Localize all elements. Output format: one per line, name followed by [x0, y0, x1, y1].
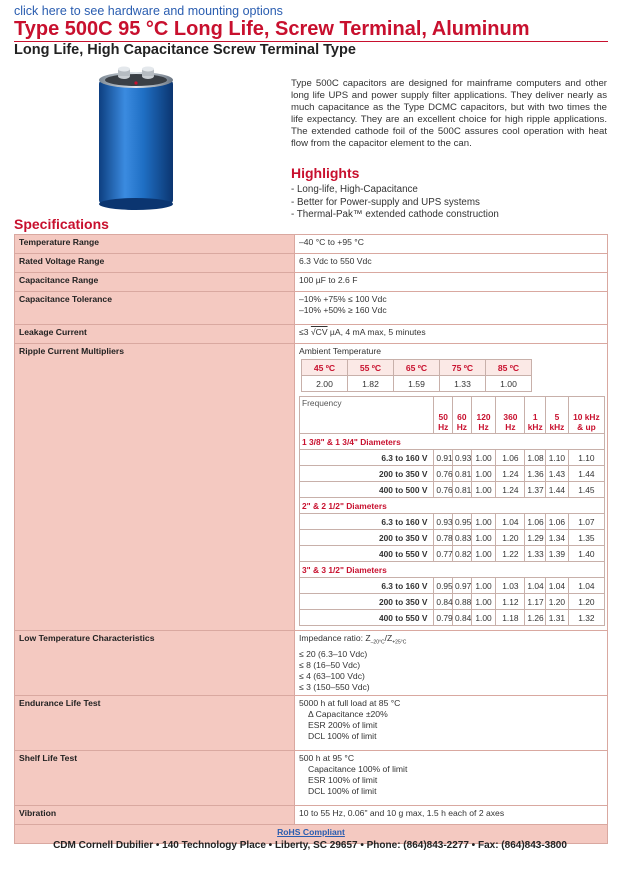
spec-label: Capacitance Tolerance — [15, 292, 295, 325]
ambient-table — [301, 359, 532, 392]
spec-label: Low Temperature Characteristics — [15, 631, 295, 696]
multiplier-cell: 1.20 — [568, 594, 604, 610]
spec-line: ≤ 8 (16–50 Vdc) — [299, 659, 361, 670]
table-row — [300, 514, 605, 530]
table-row — [300, 482, 605, 498]
frequency-header: 120 Hz — [471, 397, 496, 434]
frequency-header: 1 kHz — [525, 397, 546, 434]
ambient-temp-header: 65 ºC — [394, 360, 440, 376]
spec-label: Shelf Life Test — [15, 751, 295, 806]
table-row — [300, 450, 605, 466]
diameter-group-header: 1 3/8" & 1 3/4" Diameters — [300, 434, 605, 450]
multiplier-cell: 0.97 — [453, 578, 472, 594]
ambient-temp-header: 85 ºC — [486, 360, 532, 376]
multiplier-cell: 1.06 — [546, 514, 569, 530]
frequency-header: 5 kHz — [546, 397, 569, 434]
ambient-multiplier: 1.59 — [394, 376, 440, 392]
spec-line: 500 h at 95 °C — [299, 753, 355, 763]
multiplier-cell: 1.00 — [471, 594, 496, 610]
ambient-temp-header: 55 ºC — [348, 360, 394, 376]
multiplier-cell: 1.24 — [496, 482, 525, 498]
spec-label: Endurance Life Test — [15, 696, 295, 751]
multiplier-cell: 1.31 — [546, 610, 569, 626]
multiplier-cell: 0.81 — [453, 466, 472, 482]
ambient-temp-header: 75 ºC — [440, 360, 486, 376]
multiplier-cell: 1.26 — [525, 610, 546, 626]
hardware-options-link[interactable]: click here to see hardware and mounting options — [14, 4, 283, 18]
multiplier-cell: 1.00 — [471, 466, 496, 482]
spec-label: Capacitance Range — [15, 273, 295, 292]
footer-contact: CDM Cornell Dubilier • 140 Technology Place • Liberty, SC 29657 • Phone: (864)843-2277 • Fax: (864)843-3800 — [53, 840, 567, 851]
multiplier-cell: 0.91 — [434, 450, 453, 466]
spec-line: DCL 100% of limit — [308, 786, 377, 796]
voltage-range-cell: 6.3 to 160 V — [300, 514, 434, 530]
frequency-header: 10 kHz & up — [568, 397, 604, 434]
spec-line: 5000 h at full load at 85 °C — [299, 698, 401, 708]
multiplier-cell: 0.78 — [434, 530, 453, 546]
multiplier-cell: 1.06 — [496, 450, 525, 466]
multiplier-cell: 1.20 — [496, 530, 525, 546]
spec-label: Leakage Current — [15, 325, 295, 344]
voltage-range-cell: 400 to 550 V — [300, 546, 434, 562]
multiplier-cell: 1.35 — [568, 530, 604, 546]
page-subtitle: Long Life, High Capacitance Screw Terminal Type — [14, 42, 356, 58]
multiplier-cell: 1.39 — [546, 546, 569, 562]
table-row — [300, 546, 605, 562]
multiplier-cell: 0.83 — [453, 530, 472, 546]
ambient-multiplier: 1.33 — [440, 376, 486, 392]
diameter-group-header: 3" & 3 1/2" Diameters — [300, 562, 605, 578]
multiplier-cell: 1.00 — [471, 450, 496, 466]
multiplier-cell: 1.06 — [525, 514, 546, 530]
leakage-prefix: ≤3 — [299, 327, 311, 337]
spec-label: Rated Voltage Range — [15, 254, 295, 273]
multiplier-cell: 1.00 — [471, 482, 496, 498]
voltage-range-cell: 400 to 550 V — [300, 610, 434, 626]
rohs-link[interactable]: RoHS Compliant — [277, 827, 345, 837]
spec-value — [295, 344, 608, 631]
frequency-header: 60 Hz — [453, 397, 472, 434]
multiplier-cell: 1.08 — [525, 450, 546, 466]
multiplier-cell: 0.84 — [434, 594, 453, 610]
multiplier-cell: 1.22 — [496, 546, 525, 562]
spec-value: 100 µF to 2.6 F — [295, 273, 608, 292]
highlights-heading: Highlights — [291, 165, 360, 181]
multiplier-cell: 1.04 — [546, 578, 569, 594]
frequency-header: 50 Hz — [434, 397, 453, 434]
multiplier-cell: 1.03 — [496, 578, 525, 594]
frequency-header: 360 Hz — [496, 397, 525, 434]
voltage-range-cell: 6.3 to 160 V — [300, 578, 434, 594]
ambient-multiplier: 1.00 — [486, 376, 532, 392]
multiplier-cell: 0.84 — [453, 610, 472, 626]
multiplier-cell: 0.77 — [434, 546, 453, 562]
spec-value: 6.3 Vdc to 550 Vdc — [295, 254, 608, 273]
diameter-group-header: 2" & 2 1/2" Diameters — [300, 498, 605, 514]
multiplier-cell: 0.79 — [434, 610, 453, 626]
multiplier-cell: 0.76 — [434, 466, 453, 482]
spec-line: ESR 100% of limit — [308, 775, 378, 785]
multiplier-cell: 1.44 — [546, 482, 569, 498]
voltage-range-cell: 200 to 350 V — [300, 466, 434, 482]
ambient-multiplier: 2.00 — [302, 376, 348, 392]
ambient-multiplier: 1.82 — [348, 376, 394, 392]
multiplier-cell: 0.81 — [453, 482, 472, 498]
page-title: Type 500C 95 °C Long Life, Screw Terminal, Aluminum — [14, 18, 530, 40]
multiplier-cell: 0.93 — [453, 450, 472, 466]
specifications-heading: Specifications — [14, 216, 109, 232]
table-row — [300, 530, 605, 546]
spec-value: –40 °C to +95 °C — [295, 235, 608, 254]
multiplier-cell: 0.93 — [434, 514, 453, 530]
spec-value — [295, 631, 608, 696]
ambient-label: Ambient Temperature — [299, 346, 382, 356]
spec-line: ≤ 3 (150–550 Vdc) — [299, 681, 370, 692]
multiplier-cell: 1.34 — [546, 530, 569, 546]
spec-line: –10% +75% ≤ 100 Vdc — [299, 294, 387, 304]
highlight-item: - Thermal-Pak™ extended cathode construction — [291, 209, 499, 220]
spec-line: –10% +50% ≥ 160 Vdc — [299, 305, 387, 315]
multiplier-cell: 1.44 — [568, 466, 604, 482]
spec-value — [295, 751, 608, 806]
spec-line: Capacitance 100% of limit — [308, 764, 408, 774]
frequency-label: Frequency — [300, 397, 434, 434]
multiplier-cell: 1.00 — [471, 578, 496, 594]
specifications-table — [14, 234, 608, 844]
leakage-sqrt: √CV — [310, 327, 328, 337]
multiplier-cell: 1.33 — [525, 546, 546, 562]
multiplier-cell: 1.18 — [496, 610, 525, 626]
multiplier-cell: 1.12 — [496, 594, 525, 610]
multiplier-cell: 1.04 — [568, 578, 604, 594]
spec-value — [295, 696, 608, 751]
spec-line: ≤ 4 (63–100 Vdc) — [299, 670, 365, 681]
multiplier-cell: 1.10 — [568, 450, 604, 466]
table-row — [300, 578, 605, 594]
multiplier-cell: 1.40 — [568, 546, 604, 562]
spec-label: Vibration — [15, 806, 295, 825]
multiplier-cell: 1.04 — [496, 514, 525, 530]
multiplier-cell: 1.00 — [471, 546, 496, 562]
spec-line: ESR 200% of limit — [308, 720, 378, 730]
frequency-table — [299, 396, 605, 626]
multiplier-cell: 1.37 — [525, 482, 546, 498]
impedance-ratio: Impedance ratio: $Z_{-20^\circ C}/Z_{+25^\circ C}$ — [299, 633, 407, 646]
multiplier-cell: 0.88 — [453, 594, 472, 610]
multiplier-cell: 1.20 — [546, 594, 569, 610]
product-description: Type 500C capacitors are designed for mainframe computers and other long life UPS and power supply filter applications. They deliver nearly as much capacitance as the Type DCMC capacitors, but with two times the life expectancy. They are an excellent choice for high ripple applications. The extended cathode foil of the 500C assures cool operation with heat flow from the capacitor element to the can. — [291, 78, 607, 150]
multiplier-cell: 1.00 — [471, 610, 496, 626]
multiplier-cell: 1.17 — [525, 594, 546, 610]
spec-value — [295, 292, 608, 325]
multiplier-cell: 1.04 — [525, 578, 546, 594]
voltage-range-cell: 200 to 350 V — [300, 530, 434, 546]
table-row — [300, 466, 605, 482]
multiplier-cell: 1.07 — [568, 514, 604, 530]
multiplier-cell: 0.82 — [453, 546, 472, 562]
spec-label: Ripple Current Multipliers — [15, 344, 295, 631]
multiplier-cell: 1.24 — [496, 466, 525, 482]
multiplier-cell: 1.00 — [471, 530, 496, 546]
highlight-item: - Long-life, High-Capacitance — [291, 184, 418, 195]
multiplier-cell: 1.10 — [546, 450, 569, 466]
spec-line: DCL 100% of limit — [308, 731, 377, 741]
multiplier-cell: 0.95 — [434, 578, 453, 594]
spec-label: Temperature Range — [15, 235, 295, 254]
voltage-range-cell: 6.3 to 160 V — [300, 450, 434, 466]
table-row — [300, 610, 605, 626]
multiplier-cell: 1.00 — [471, 514, 496, 530]
voltage-range-cell: 400 to 500 V — [300, 482, 434, 498]
highlight-item: - Better for Power-supply and UPS systems — [291, 196, 480, 208]
ambient-temp-header: 45 ºC — [302, 360, 348, 376]
multiplier-cell: 1.36 — [525, 466, 546, 482]
multiplier-cell: 0.76 — [434, 482, 453, 498]
spec-value — [295, 325, 608, 344]
spec-value: 10 to 55 Hz, 0.06" and 10 g max, 1.5 h each of 2 axes — [295, 806, 608, 825]
spec-line: ≤ 20 (6.3–10 Vdc) — [299, 648, 368, 659]
highlights-list — [291, 184, 499, 222]
multiplier-cell: 0.95 — [453, 514, 472, 530]
capacitor-image — [96, 64, 176, 214]
leakage-suffix: µA, 4 mA max, 5 minutes — [327, 327, 426, 337]
multiplier-cell: 1.43 — [546, 466, 569, 482]
spec-line: Δ Capacitance ±20% — [308, 709, 388, 719]
voltage-range-cell: 200 to 350 V — [300, 594, 434, 610]
multiplier-cell: 1.32 — [568, 610, 604, 626]
table-row — [300, 594, 605, 610]
multiplier-cell: 1.45 — [568, 482, 604, 498]
multiplier-cell: 1.29 — [525, 530, 546, 546]
